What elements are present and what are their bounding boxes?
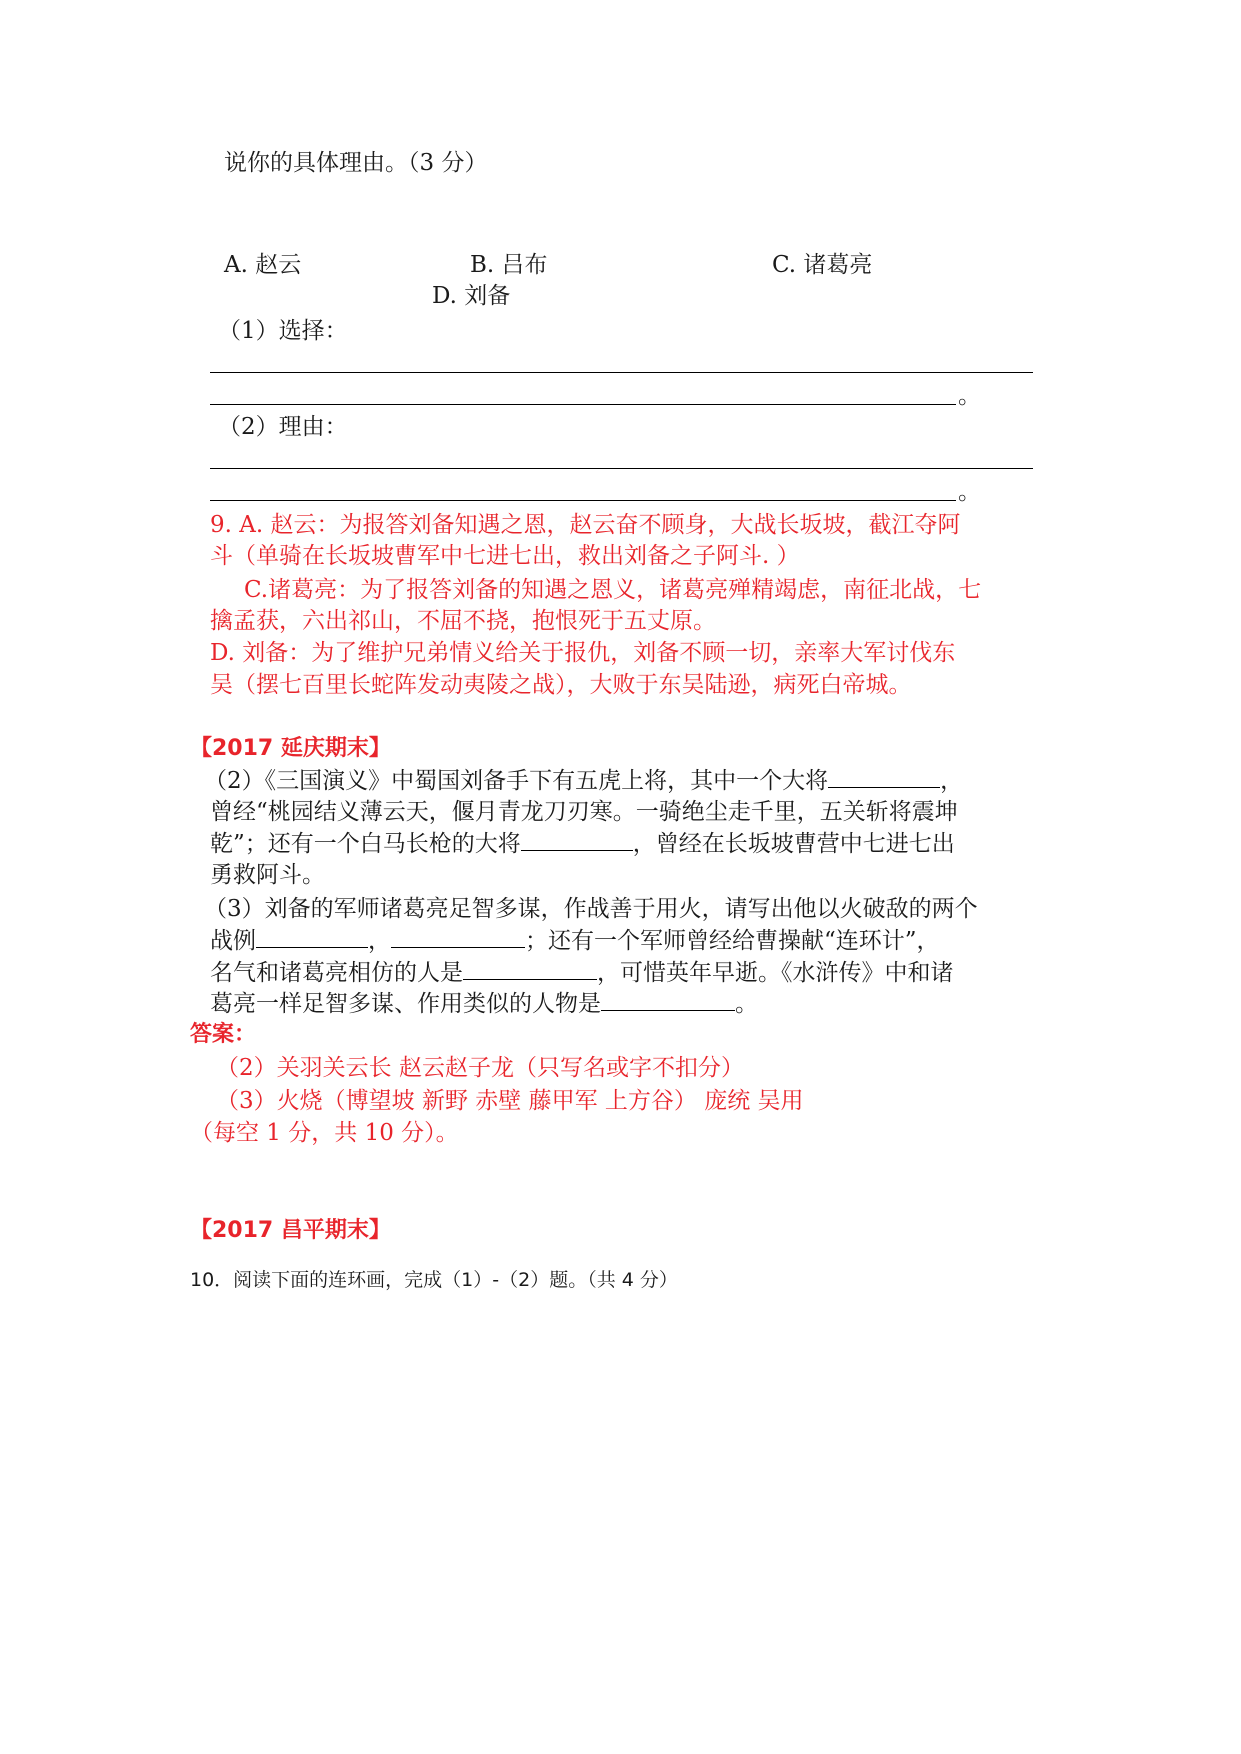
answer9-line: C.诸葛亮：为了报答刘备的知遇之恩义，诸葛亮殚精竭虑，南征北战，七 bbox=[244, 577, 982, 603]
answer-line[interactable] bbox=[210, 404, 956, 405]
answer9-line: 9. A. 赵云：为报答刘备知遇之恩，赵云奋不顾身，大战长坂坡，截江夺阿 bbox=[210, 512, 961, 538]
fill-blank[interactable] bbox=[391, 925, 525, 948]
yanqing-q2-line bbox=[210, 827, 955, 861]
text-span: ， bbox=[940, 768, 964, 794]
text-span: 战例 bbox=[210, 928, 256, 954]
text-span: 葛亮一样足智多谋、作用类似的人物是 bbox=[210, 991, 601, 1017]
answer-line[interactable] bbox=[210, 468, 1033, 469]
option-c: C. 诸葛亮 bbox=[772, 252, 873, 278]
option-b: B. 吕布 bbox=[470, 252, 548, 278]
text-span: ；还有一个军师曾经给曹操献“连环计”， bbox=[525, 928, 940, 954]
answer-line[interactable] bbox=[210, 372, 1033, 373]
answer-line: （每空 1 分，共 10 分）。 bbox=[190, 1120, 459, 1146]
question-10: 10．阅读下面的连环画，完成（1）-（2）题。（共 4 分） bbox=[190, 1269, 678, 1291]
yanqing-q2-line bbox=[204, 764, 963, 798]
text-span: ， bbox=[368, 928, 391, 954]
answer9-line: 吴（摆七百里长蛇阵发动夷陵之战），大败于东吴陆逊，病死白帝城。 bbox=[210, 672, 912, 698]
section-heading-yanqing: 【2017 延庆期末】 bbox=[190, 736, 391, 761]
part1-label: （1）选择： bbox=[218, 318, 348, 344]
yanqing-q3-line bbox=[210, 924, 940, 958]
answer-label: 答案： bbox=[190, 1022, 257, 1047]
yanqing-q3-line bbox=[210, 956, 954, 990]
fill-blank[interactable] bbox=[601, 988, 735, 1011]
fill-blank[interactable] bbox=[521, 828, 633, 851]
fill-blank[interactable] bbox=[256, 925, 368, 948]
text-span: 。 bbox=[735, 991, 758, 1017]
option-a: A. 赵云 bbox=[224, 252, 302, 278]
text-span: 乾”；还有一个白马长枪的大将 bbox=[210, 831, 521, 857]
fill-blank[interactable] bbox=[463, 957, 597, 980]
part2-label: （2）理由： bbox=[218, 414, 348, 440]
answer-line[interactable] bbox=[210, 500, 956, 501]
option-d: D. 刘备 bbox=[432, 283, 511, 309]
text-span: ，可惜英年早逝。《水浒传》中和诸 bbox=[597, 960, 954, 986]
yanqing-q3-line bbox=[210, 987, 758, 1021]
section-heading-changping: 【2017 昌平期末】 bbox=[190, 1218, 391, 1243]
q8-intro: 说你的具体理由。（3 分） bbox=[224, 150, 488, 176]
line-period: 。 bbox=[958, 479, 981, 505]
answer9-line: 斗（单骑在长坂坡曹军中七进七出，救出刘备之子阿斗. ） bbox=[210, 543, 800, 569]
answer-line: （2）关羽关云长 赵云赵子龙（只写名或字不扣分） bbox=[216, 1055, 744, 1081]
line-period: 。 bbox=[958, 383, 981, 409]
yanqing-q3-line: （3）刘备的军师诸葛亮足智多谋，作战善于用火，请写出他以火破敌的两个 bbox=[204, 896, 978, 922]
yanqing-q2-line: 勇救阿斗。 bbox=[210, 862, 325, 888]
answer9-line: D. 刘备：为了维护兄弟情义给关于报仇，刘备不顾一切，亲率大军讨伐东 bbox=[210, 640, 956, 666]
text-span: ，曾经在长坂坡曹营中七进七出 bbox=[632, 831, 955, 857]
text-span: 名气和诸葛亮相仿的人是 bbox=[210, 960, 463, 986]
text-span: （2）《三国演义》中蜀国刘备手下有五虎上将，其中一个大将 bbox=[204, 768, 829, 794]
fill-blank[interactable] bbox=[828, 765, 940, 788]
answer-line: （3）火烧（博望坡 新野 赤壁 藤甲军 上方谷） 庞统 吴用 bbox=[216, 1088, 804, 1114]
answer9-line: 擒孟获，六出祁山，不屈不挠，抱恨死于五丈原。 bbox=[210, 608, 716, 634]
yanqing-q2-line: 曾经“桃园结义薄云天，偃月青龙刀刃寒。一骑绝尘走千里，五关斩将震坤 bbox=[210, 799, 958, 825]
